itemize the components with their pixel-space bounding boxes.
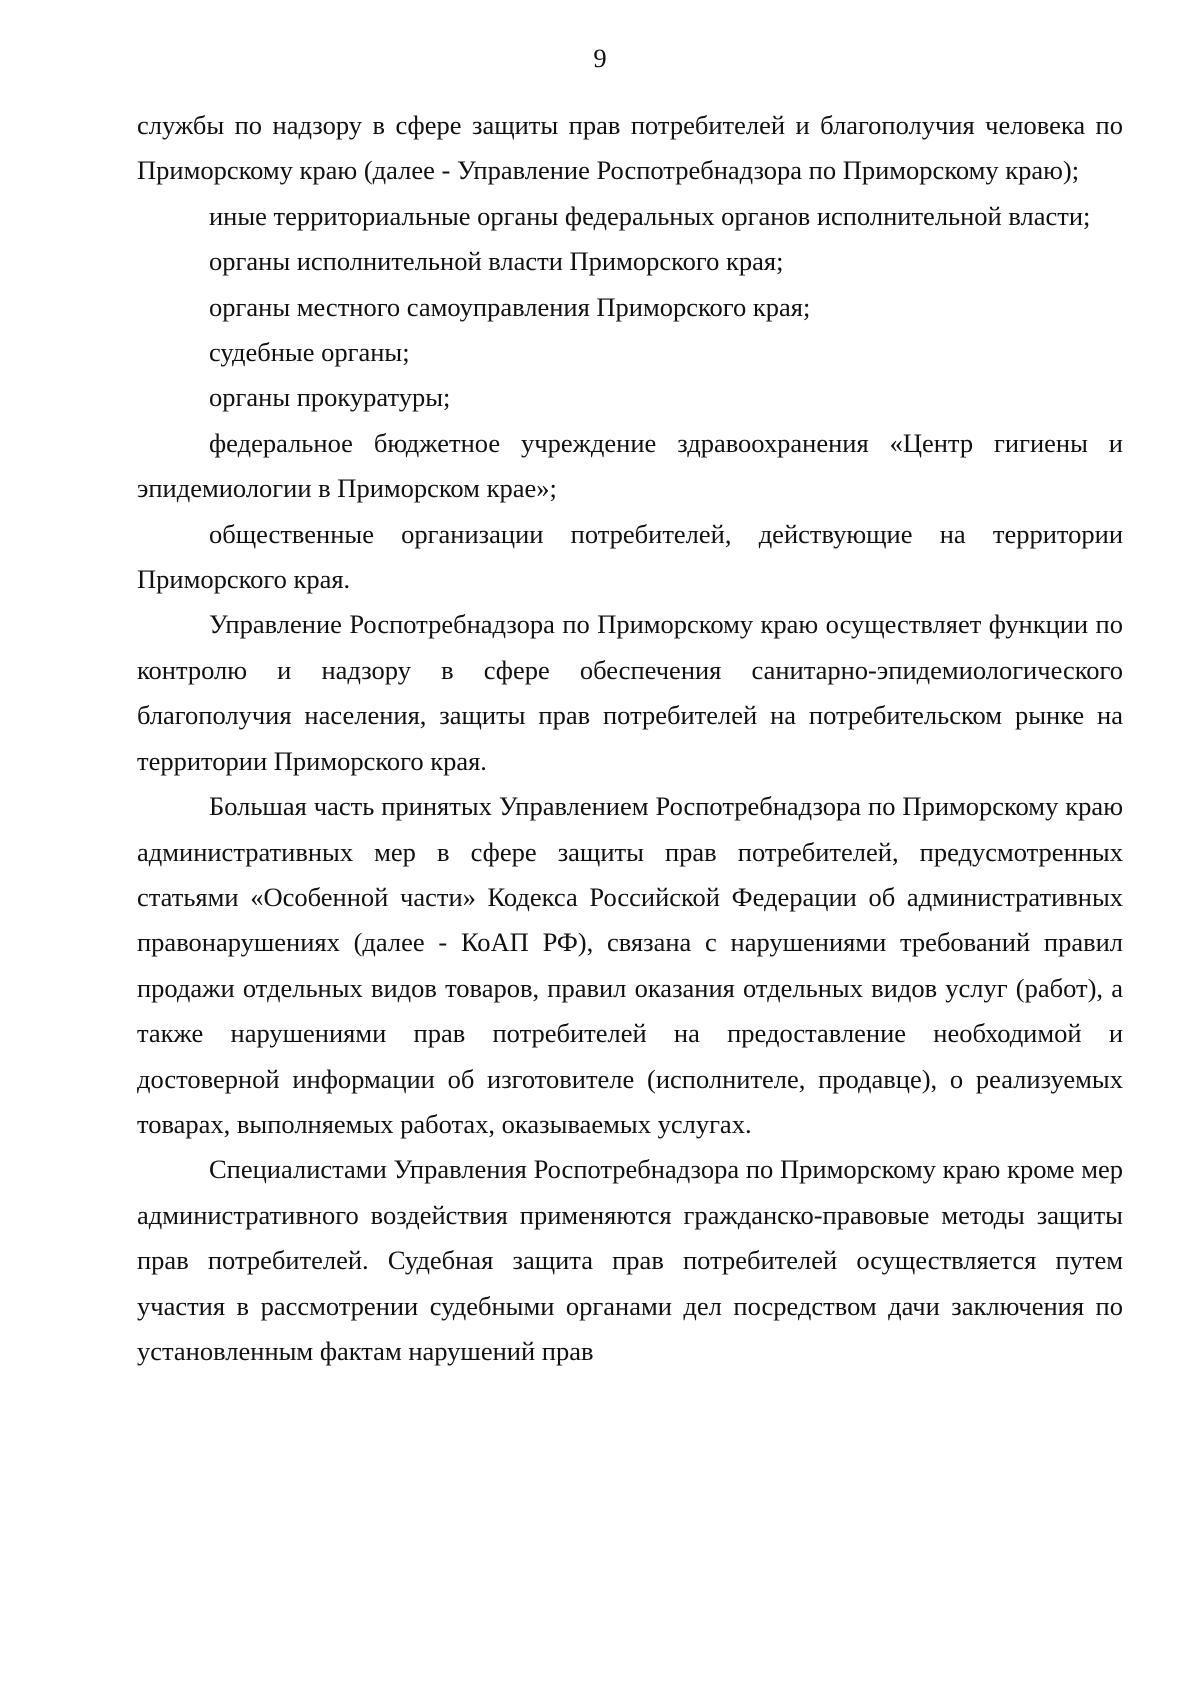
paragraph: Управление Роспотребнадзора по Приморскому краю осуществляет функции по контролю и надзору в сфере обеспечения санитарно-эпидемиологического благополучия населения, защиты прав потребителей на потребительском рынке на территории Приморского края.: [137, 609, 1123, 776]
paragraph: органы исполнительной власти Приморского края;: [209, 246, 784, 277]
paragraph: судебные органы;: [209, 337, 410, 368]
paragraph: службы по надзору в сфере защиты прав потребителей и благополучия человека по Приморскому краю (далее - Управление Роспотребнадзора по Приморскому краю);: [137, 110, 1123, 186]
paragraph: Большая часть принятых Управлением Роспотребнадзора по Приморскому краю административных мер в сфере защиты прав потребителей, предусмотренных статьями «Особенной части» Кодекса Российской Федерации об административных правонарушениях (далее - КоАП РФ), связана с нарушениями требований правил продажи отдельных видов товаров, правил оказания отдельных видов услуг (работ), а также нарушениями прав потребителей на предоставление необходимой и достоверной информации об изготовителе (исполнителе, продавце), о реализуемых товарах, выполняемых работах, оказываемых услугах.: [137, 791, 1123, 1139]
paragraph: органы местного самоуправления Приморского края;: [209, 291, 811, 322]
page-number: 9: [593, 43, 607, 73]
document-body: [137, 103, 1123, 1374]
paragraph: Специалистами Управления Роспотребнадзора по Приморскому краю кроме мер административного воздействия применяются гражданско-правовые методы защиты прав потребителей. Судебная защита прав потребителей осуществляется путем участия в рассмотрении судебными органами дел посредством дачи заключения по установленным фактам нарушений прав: [137, 1154, 1123, 1366]
paragraph: органы прокуратуры;: [209, 382, 451, 413]
paragraph: иные территориальные органы федеральных органов исполнительной власти;: [209, 200, 1091, 231]
paragraph: общественные организации потребителей, действующие на территории Приморского края.: [137, 518, 1123, 595]
paragraph: федеральное бюджетное учреждение здравоохранения «Центр гигиены и эпидемиологии в Приморском крае»;: [137, 427, 1123, 504]
